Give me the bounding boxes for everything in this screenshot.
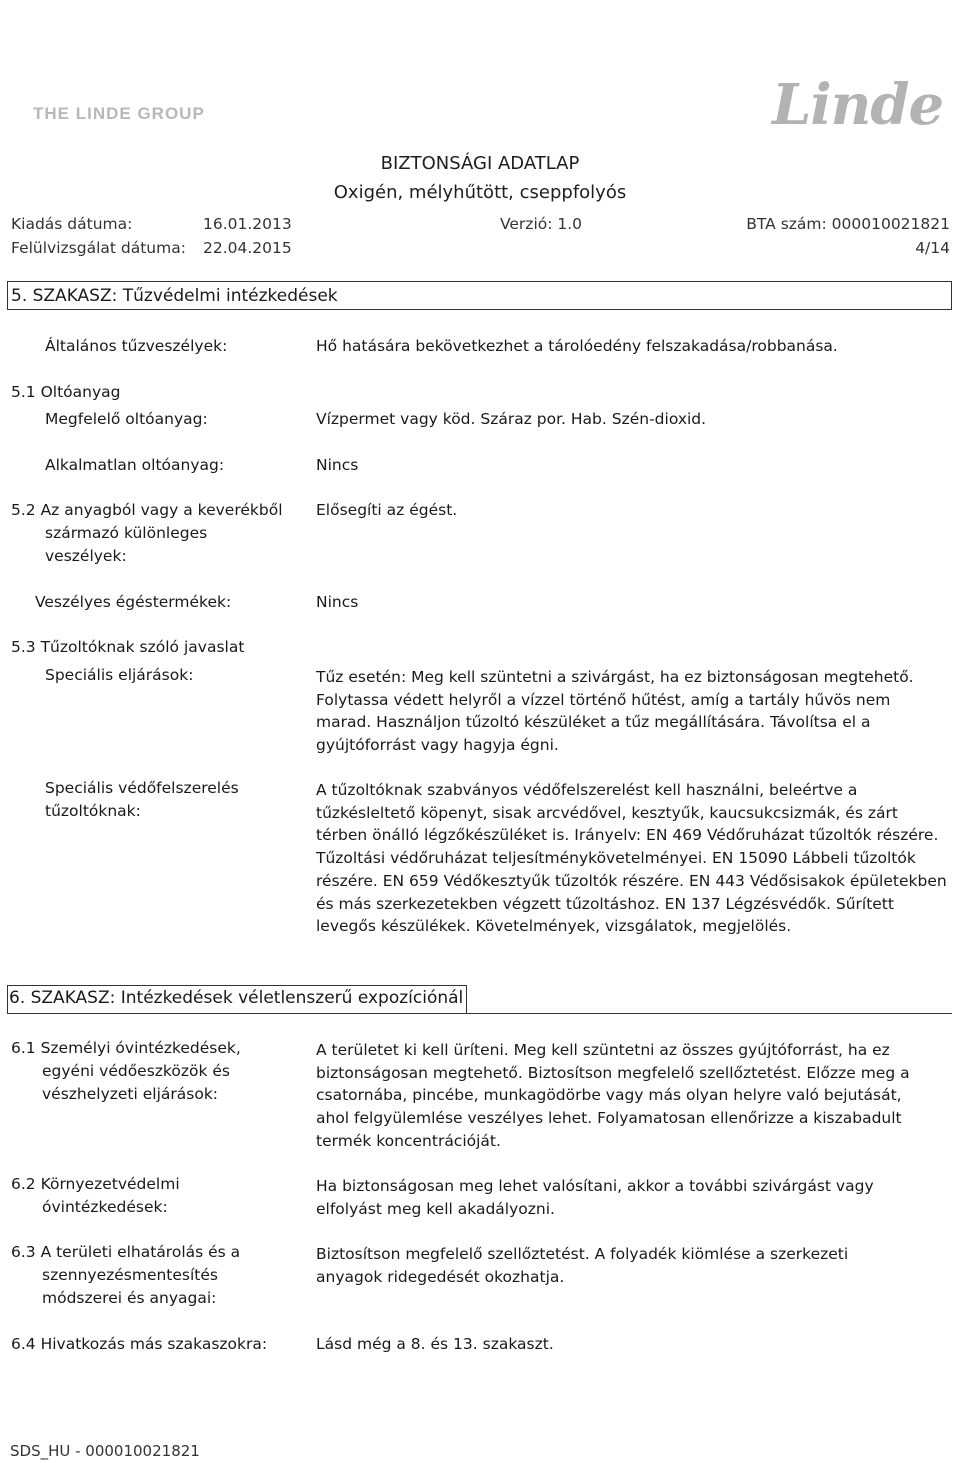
version: Verzió: 1.0 <box>500 215 583 233</box>
section-5-1-title: 5.1 Oltóanyag <box>11 383 121 401</box>
ppe-value: A tűzoltóknak szabványos védőfelszerelést kell használni, beleértve a tűzkésleltető köpenyt, sisak arcvédővel, kesztyűk, kaucsukcsizmák, és zárt térben önálló légzőkészüléket is. Irányelv: EN 469 Védőruházat tűzoltók részére. Tűzoltási védőruházat teljesítménykövetelményei. EN 15090 Lábbeli tűzoltók részére. EN 659 Védőkesztyűk tűzoltók részére. EN 443 Védősisakok épületekben és más szerkezetekben végzett tűzoltáshoz. EN 137 Légzésvédők. Sűrített levegős készülékek. Követelmények, vizsgálatok, megjelölés. <box>316 781 947 936</box>
linde-logo: Linde <box>772 72 944 138</box>
section-5-3-title: 5.3 Tűzoltóknak szóló javaslat <box>11 638 245 656</box>
section-6-3-line1: 6.3 A területi elhatárolás és a <box>11 1243 241 1261</box>
general-hazards-value: Hő hatására bekövetkezhet a tárolóedény felszakadása/robbanása. <box>316 337 838 355</box>
combustion-products-label: Veszélyes égéstermékek: <box>35 593 232 611</box>
issue-date-value: 16.01.2013 <box>203 215 292 233</box>
combustion-products-value: Nincs <box>316 593 359 611</box>
section-6-1-value: A területet ki kell üríteni. Meg kell szüntetni az összes gyújtóforrást, ha ez biztonságosan megtehető. Biztosítson megfelelő szellőztetést. Előzze meg a csatornába, pincébe, munkagödörbe vagy más olyan helyre való bejutását, ahol felgyülemlése veszélyes lehet. Folyamatosan ellenőrizze a kiszabadult termék koncentrációját. <box>316 1041 910 1150</box>
section-5-2-value: Elősegíti az égést. <box>316 501 458 519</box>
footer-sds-code: SDS_HU - 000010021821 <box>10 1442 200 1460</box>
section-5-2-line2: származó különleges <box>45 524 208 542</box>
ppe-label-line2: tűzoltóknak: <box>45 802 141 820</box>
review-date-label: Felülvizsgálat dátuma: <box>11 239 186 257</box>
section-6-4-value: Lásd még a 8. és 13. szakaszt. <box>316 1335 554 1353</box>
section-5-2-line3: veszélyek: <box>45 547 127 565</box>
section-6-2-value: Ha biztonságosan meg lehet valósítani, akkor a további szivárgást vagy elfolyást meg kell akadályozni. <box>316 1177 874 1218</box>
section-6-3-line2: szennyezésmentesítés <box>42 1266 218 1284</box>
section-6-1-line1: 6.1 Személyi óvintézkedések, <box>11 1039 241 1057</box>
issue-date-label: Kiadás dátuma: <box>11 215 133 233</box>
suitable-media-label: Megfelelő oltóanyag: <box>45 410 208 428</box>
section-6-heading: 6. SZAKASZ: Intézkedések véletlenszerű expozíciónál <box>9 988 464 1008</box>
section-5-heading-box <box>7 281 952 310</box>
document-title: BIZTONSÁGI ADATLAP <box>380 153 580 174</box>
section-5-2-line1: 5.2 Az anyagból vagy a keverékből <box>11 501 283 519</box>
section-6-4-label: 6.4 Hivatkozás más szakaszokra: <box>11 1335 268 1353</box>
section-6-3-line3: módszerei és anyagai: <box>42 1289 217 1307</box>
linde-group-logo-text: THE LINDE GROUP <box>33 104 205 123</box>
section-5-heading: 5. SZAKASZ: Tűzvédelmi intézkedések <box>11 286 338 306</box>
document-subtitle: Oxigén, mélyhűtött, cseppfolyós <box>333 182 627 203</box>
unsuitable-media-value: Nincs <box>316 456 359 474</box>
general-hazards-label: Általános tűzveszélyek: <box>45 337 228 355</box>
suitable-media-value: Vízpermet vagy köd. Száraz por. Hab. Szén-dioxid. <box>316 410 707 428</box>
section-6-3-value: Biztosítson megfelelő szellőztetést. A folyadék kiömlése a szerkezeti anyagok ridegedését okozhatja. <box>316 1245 849 1286</box>
special-procedures-value: Tűz esetén: Meg kell szüntetni a szivárgást, ha ez biztonságosan megtehető. Folytassa védett helyről a vízzel történő hűtést, amíg a tartály hűvös nem marad. Használjon tűzoltó készüléket a tűz megállítására. Távolítsa el a gyújtóforrást vagy hagyja égni. <box>316 668 914 755</box>
section-6-2-line1: 6.2 Környezetvédelmi <box>11 1175 180 1193</box>
ppe-label-line1: Speciális védőfelszerelés <box>45 779 239 797</box>
page-number: 4/14 <box>915 239 950 257</box>
section-6-1-line3: vészhelyzeti eljárások: <box>42 1085 219 1103</box>
bta-number: BTA szám: 000010021821 <box>746 215 950 233</box>
section-6-heading-box <box>7 985 467 1014</box>
section-6-1-line2: egyéni védőeszközök és <box>42 1062 230 1080</box>
section-6-2-line2: óvintézkedések: <box>42 1198 168 1216</box>
unsuitable-media-label: Alkalmatlan oltóanyag: <box>45 456 225 474</box>
section-6-divider <box>7 1013 952 1014</box>
special-procedures-label: Speciális eljárások: <box>45 666 194 684</box>
review-date-value: 22.04.2015 <box>203 239 292 257</box>
